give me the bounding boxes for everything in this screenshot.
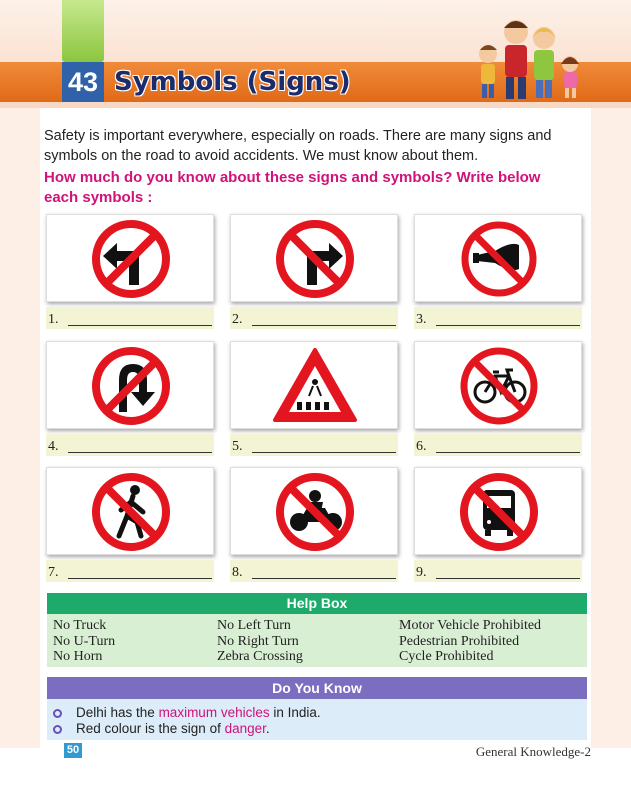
no-right-turn-icon (231, 215, 399, 303)
answer-line[interactable] (436, 325, 580, 326)
help-item: No Truck (53, 618, 107, 633)
answer-number: 6. (416, 439, 427, 454)
page-title: Symbols (Signs) (114, 67, 351, 97)
answer-number: 9. (416, 565, 427, 580)
do-you-know-title: Do You Know (47, 677, 587, 699)
fact-item-1 (53, 705, 321, 721)
help-item: Cycle Prohibited (399, 649, 494, 664)
bullet-icon (53, 709, 62, 718)
sign-card-9 (414, 467, 582, 555)
help-box-column-3 (399, 618, 541, 665)
answer-row-6[interactable] (414, 434, 582, 456)
answer-line[interactable] (68, 578, 212, 579)
answer-number: 7. (48, 565, 59, 580)
fact-text: Delhi has the (76, 705, 159, 720)
no-u-turn-icon (47, 342, 215, 430)
do-you-know-box (47, 677, 587, 740)
answer-number: 8. (232, 565, 243, 580)
fact-text: . (265, 721, 270, 736)
family-illustration (470, 12, 590, 104)
help-box-column-2 (217, 618, 303, 665)
answer-line[interactable] (68, 452, 212, 453)
sign-card-8 (230, 467, 398, 555)
page-number: 50 (64, 743, 82, 758)
help-box-title: Help Box (47, 593, 587, 614)
lesson-tab (62, 0, 104, 62)
answer-number: 2. (232, 312, 243, 327)
answer-line[interactable] (68, 325, 212, 326)
answer-line[interactable] (436, 578, 580, 579)
question-text: How much do you know about these signs and symbols? Write below each symbols : (44, 169, 541, 206)
sign-card-3 (414, 214, 582, 302)
left-margin-rail (0, 108, 40, 748)
fact-highlight: maximum vehicles (158, 705, 270, 720)
answer-line[interactable] (252, 578, 396, 579)
answer-number: 5. (232, 439, 243, 454)
fact-text: Red colour is the sign of (76, 721, 225, 736)
sign-card-5 (230, 341, 398, 429)
sign-card-1 (46, 214, 214, 302)
fact-text: in India. (269, 705, 321, 720)
answer-row-4[interactable] (46, 434, 214, 456)
help-item: No U-Turn (53, 633, 116, 649)
bullet-icon (53, 725, 62, 734)
answer-row-9[interactable] (414, 560, 582, 582)
help-item: No Horn (53, 649, 103, 664)
book-title: General Knowledge-2 (475, 744, 591, 759)
sign-card-4 (46, 341, 214, 429)
sign-card-6 (414, 341, 582, 429)
help-item: Zebra Crossing (217, 649, 303, 664)
no-horn-icon (415, 215, 583, 303)
right-margin-rail (591, 108, 631, 748)
sign-card-7 (46, 467, 214, 555)
answer-number: 4. (48, 439, 59, 454)
answer-number: 1. (48, 312, 59, 327)
no-left-turn-icon (47, 215, 215, 303)
lesson-number: 43 (62, 62, 104, 102)
help-box-column-1 (53, 618, 115, 665)
zebra-crossing-icon (231, 342, 399, 430)
answer-number: 3. (416, 312, 427, 327)
help-item: No Right Turn (217, 633, 299, 649)
intro-text: Safety is important everywhere, especially on roads. There are many signs and symbols on the road to avoid accidents. We must know about them. (44, 128, 552, 164)
sign-card-2 (230, 214, 398, 302)
answer-line[interactable] (252, 452, 396, 453)
cycle-prohibited-icon (415, 342, 583, 430)
motor-vehicle-prohibited-icon (231, 468, 399, 556)
answer-row-8[interactable] (230, 560, 398, 582)
answer-line[interactable] (252, 325, 396, 326)
pedestrian-prohibited-icon (47, 468, 215, 556)
answer-row-2[interactable] (230, 307, 398, 329)
help-item: Motor Vehicle Prohibited (399, 618, 542, 633)
answer-row-1[interactable] (46, 307, 214, 329)
fact-item-2 (53, 721, 270, 737)
answer-row-7[interactable] (46, 560, 214, 582)
help-item: Pedestrian Prohibited (399, 633, 520, 649)
help-item: No Left Turn (217, 618, 291, 633)
answer-line[interactable] (436, 452, 580, 453)
no-truck-icon (415, 468, 583, 556)
answer-row-3[interactable] (414, 307, 582, 329)
fact-highlight: danger (224, 721, 266, 736)
answer-row-5[interactable] (230, 434, 398, 456)
help-box (47, 593, 587, 667)
